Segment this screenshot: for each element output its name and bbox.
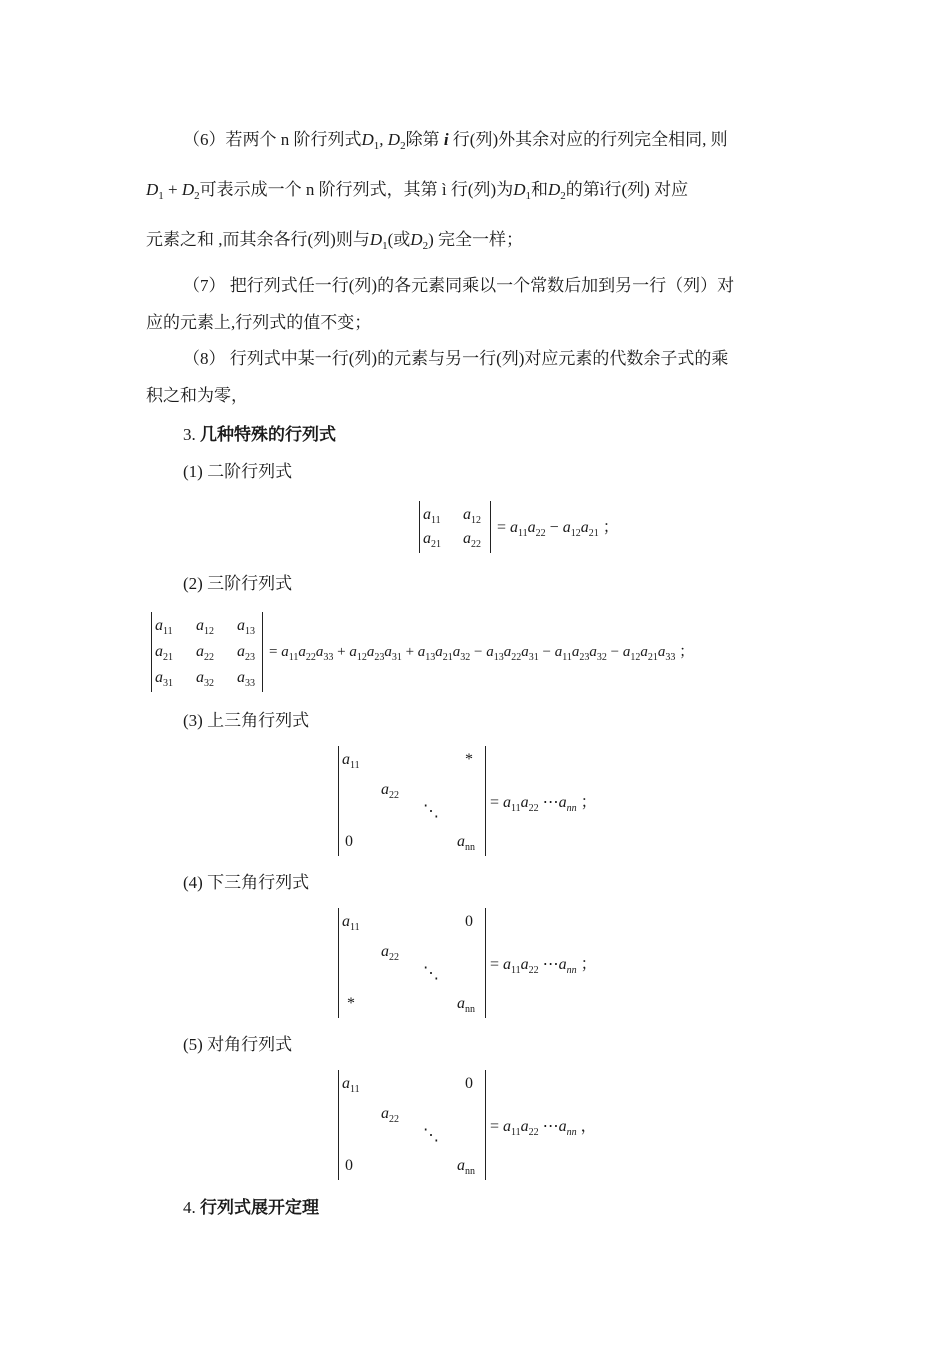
prop6-text-i: 元素之和 ,而其余各行(列)则与 <box>146 230 370 249</box>
math-d2b: $D_2$ <box>548 180 566 202</box>
prop6-text-h: 行(列) 对应 <box>604 180 689 199</box>
diag-zero-bottom: 0 <box>345 1157 353 1174</box>
det3-a12: $a_{12}$ <box>196 617 214 637</box>
prop6-line2 <box>146 178 688 202</box>
math-d1c: $D_1$ <box>369 230 388 252</box>
prop6-text-d: 可表示成一个 n 阶行列式，其第 <box>199 180 438 199</box>
diag-dots: ⋱ <box>423 1127 439 1144</box>
math-d1: $D_1$, $D_2$ <box>361 130 406 152</box>
det3-a21: $a_{21}$ <box>155 643 173 663</box>
prop8-line1: （8） 行列式中某一行(列)的元素与另一行(列)对应元素的代数余子式的乘 <box>183 349 729 368</box>
prop7-line1: （7） 把行列式任一行(列)的各元素同乘以一个常数后加到另一行（列）对 <box>183 276 735 295</box>
upper-tri-expansion: = $a_{11}a_{22}$ $\cdots a_{nn}$ ； <box>490 794 597 814</box>
section4-heading <box>183 1196 319 1220</box>
diag-a11: $a_{11}$ <box>342 1075 360 1095</box>
section3-heading <box>183 423 336 447</box>
det3-expansion: = $a_{11}a_{22}a_{33} + a_{12}a_{23}a_{31} + a_{13}a_{21}a_{32} - a_{13}a_{22}a_{31} - a_{11}a_{23}a_{32} - a_{12}a_{21}a_{33}$ ； <box>269 644 695 663</box>
det3-matrix <box>151 612 263 692</box>
diag-ann: $a_{nn}$ <box>457 1157 475 1177</box>
diag-matrix <box>338 1070 486 1180</box>
lower-a11: $a_{11}$ <box>342 913 360 933</box>
section4-number: 4. <box>183 1198 196 1217</box>
upper-a11: $a_{11}$ <box>342 751 360 771</box>
upper-dots: ⋱ <box>423 803 439 820</box>
det2-matrix <box>419 501 491 553</box>
item3-heading: (3) 上三角行列式 <box>183 711 310 730</box>
det3-a11: $a_{11}$ <box>155 617 173 637</box>
det3-a33: $a_{33}$ <box>237 669 255 689</box>
det3-a32: $a_{32}$ <box>196 669 214 689</box>
math-i-plain: ì <box>437 180 451 199</box>
item1-heading: (1) 二阶行列式 <box>183 462 293 481</box>
item4-heading: (4) 下三角行列式 <box>183 873 310 892</box>
math-i: i <box>439 130 453 149</box>
lower-zero: 0 <box>465 913 473 930</box>
prop6-text-g: 的第 <box>565 180 600 199</box>
section3-number: 3. <box>183 425 196 444</box>
lower-tri-expansion: = $a_{11}a_{22}$ $\cdots a_{nn}$ ； <box>490 956 597 976</box>
prop7-line2: 应的元素上,行列式的值不变； <box>146 313 372 332</box>
diag-expansion: = $a_{11}a_{22}$ $\cdots a_{nn}$ ， <box>490 1118 597 1138</box>
math-i-plain2: ì <box>599 180 605 199</box>
upper-a22: $a_{22}$ <box>381 781 399 801</box>
upper-zero: 0 <box>345 833 353 850</box>
det2-a21: $a_{21}$ <box>423 530 441 550</box>
det3-a31: $a_{31}$ <box>155 669 173 689</box>
det3-a13: $a_{13}$ <box>237 617 255 637</box>
lower-ann: $a_{nn}$ <box>457 995 475 1015</box>
upper-star: * <box>465 751 473 768</box>
math-d1-plus-d2: $D_1 + D_2$ <box>146 180 200 202</box>
lower-star: * <box>347 995 355 1012</box>
prop6-text-f: 和 <box>531 180 548 199</box>
det2-a12: $a_{12}$ <box>463 506 481 526</box>
section4-title: 行列式展开定理 <box>200 1198 319 1217</box>
prop6-text-a: （6）若两个 n 阶行列式 <box>183 130 362 149</box>
prop6-text-b: 除第 <box>405 130 440 149</box>
math-d2c: $D_2$ <box>410 230 429 252</box>
lower-tri-matrix <box>338 908 486 1018</box>
math-d1b: $D_1$ <box>513 180 531 202</box>
prop6-line3 <box>146 228 523 252</box>
prop6-text-e: 行(列)为 <box>450 180 514 199</box>
upper-ann: $a_{nn}$ <box>457 833 475 853</box>
det3-a23: $a_{23}$ <box>237 643 255 663</box>
prop6-text-k: ) 完全一样； <box>428 230 523 249</box>
det3-a22: $a_{22}$ <box>196 643 214 663</box>
item2-heading: (2) 三阶行列式 <box>183 574 293 593</box>
lower-a22: $a_{22}$ <box>381 943 399 963</box>
diag-zero-top: 0 <box>465 1075 473 1092</box>
prop8-line2: 积之和为零， <box>146 386 248 405</box>
upper-tri-matrix <box>338 746 486 856</box>
item5-heading: (5) 对角行列式 <box>183 1035 293 1054</box>
prop6-line1 <box>183 128 728 152</box>
section3-title: 几种特殊的行列式 <box>200 425 336 444</box>
det2-expansion: = $a_{11}a_{22} - a_{12}a_{21}$ ； <box>497 519 619 539</box>
prop6-text-c: 行(列)外其余对应的行列完全相同, 则 <box>452 130 728 149</box>
lower-dots: ⋱ <box>423 965 439 982</box>
det2-a11: $a_{11}$ <box>423 506 441 526</box>
prop6-text-j: (或 <box>387 230 411 249</box>
det2-a22: $a_{22}$ <box>463 530 481 550</box>
diag-a22: $a_{22}$ <box>381 1105 399 1125</box>
